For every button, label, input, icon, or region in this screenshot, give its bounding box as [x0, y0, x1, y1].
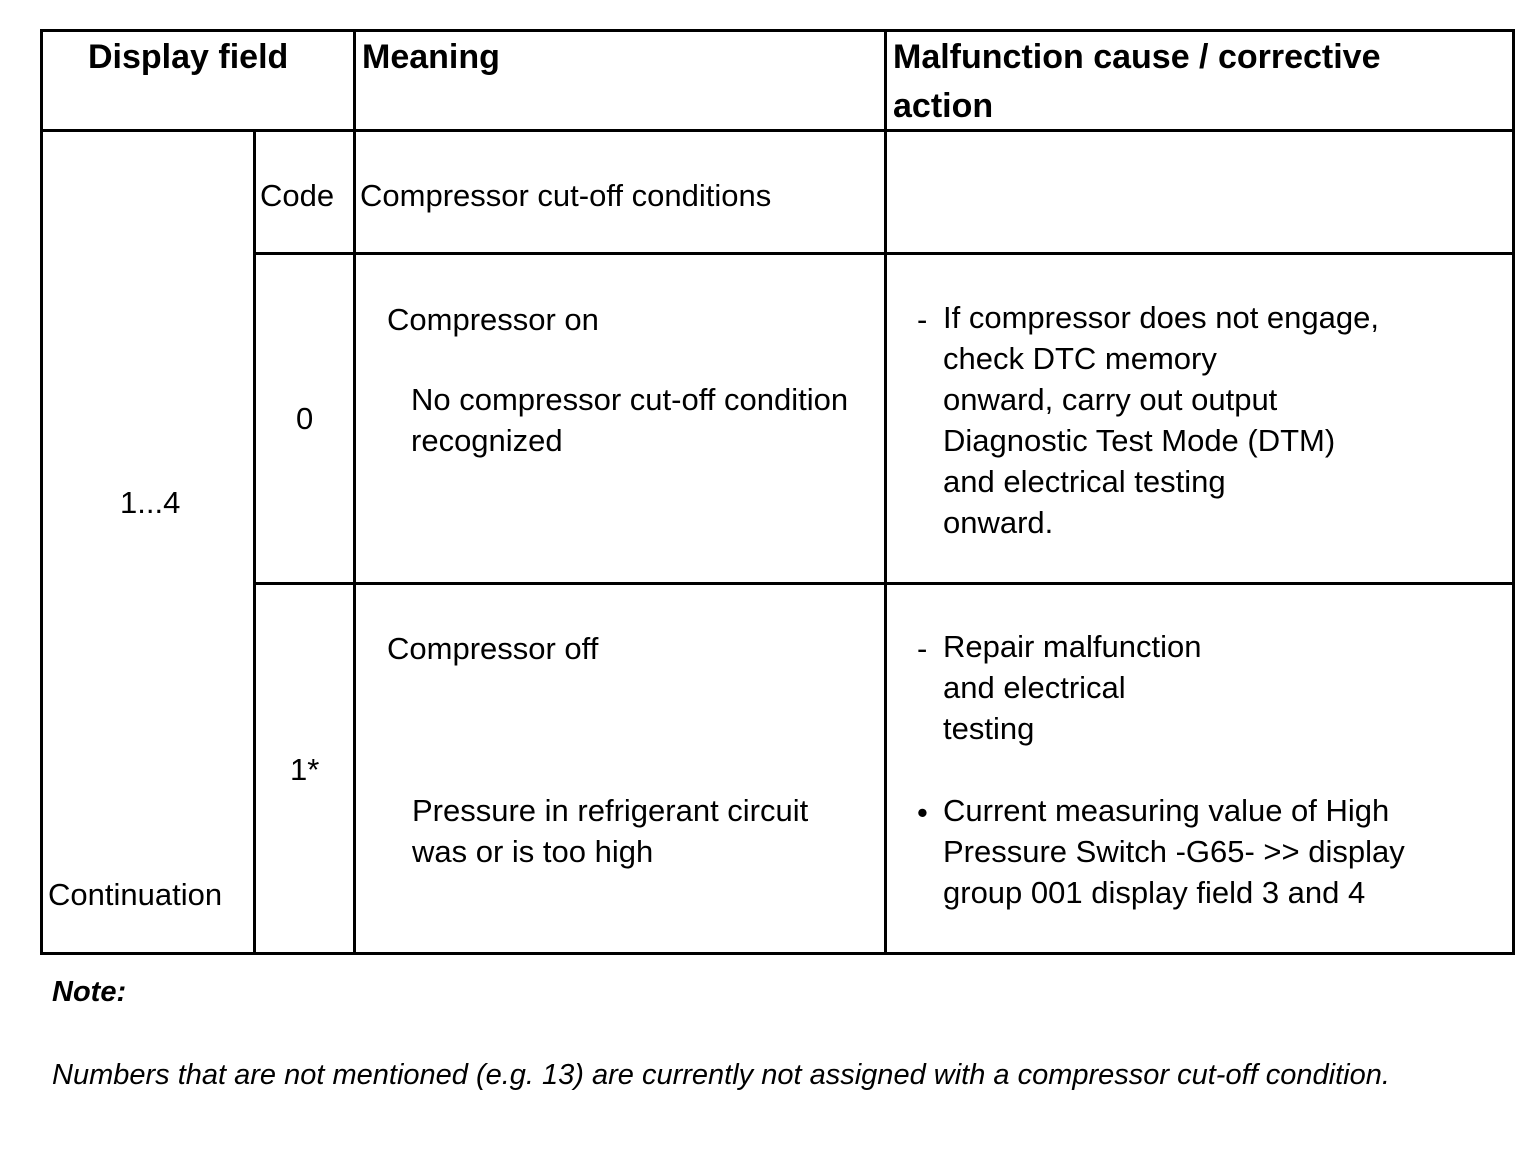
row-0-code: 0: [296, 401, 314, 436]
divider-meaning-malfunction: [884, 29, 887, 955]
row-1-code: 1*: [290, 752, 320, 787]
header-malfunction-line2: action: [893, 87, 994, 125]
table-border-bottom: [40, 952, 1515, 955]
row-1-action-marker: -: [917, 631, 928, 666]
continuation-label: Continuation: [48, 877, 223, 912]
row-0-status: Compressor on: [387, 302, 599, 337]
row-1-action: Repair malfunction and electrical testing: [943, 629, 1202, 746]
note-title: Note:: [52, 976, 127, 1008]
code-heading: Compressor cut-off conditions: [360, 178, 772, 213]
table-border-left: [40, 29, 43, 955]
row-0-action: If compressor does not engage, check DTC memory onward, carry out output Diagnostic Test Mode (DTM) and electrical testing onward.: [943, 300, 1379, 540]
row-1-status: Compressor off: [387, 631, 599, 666]
row-0-action-marker: -: [917, 302, 928, 337]
table-border-top: [40, 29, 1515, 32]
row-1-bullet: Current measuring value of High Pressure Switch -G65- >> display group 001 display field 3 and 4: [943, 793, 1405, 910]
header-meaning: Meaning: [362, 38, 500, 76]
code-label: Code: [260, 178, 335, 213]
row-divider-2: [253, 582, 1515, 585]
row-divider-1: [253, 252, 1515, 255]
compressor-cutoff-table: [40, 29, 1515, 955]
display-field-value: 1...4: [120, 485, 181, 520]
header-malfunction-line1: Malfunction cause / corrective: [893, 38, 1381, 76]
row-0-detail: No compressor cut-off condition recognized: [411, 382, 849, 458]
header-divider: [40, 129, 1515, 132]
header-display-field: Display field: [88, 38, 289, 76]
divider-code-meaning: [353, 29, 356, 955]
note-text: Numbers that are not mentioned (e.g. 13) are currently not assigned with a compressor cut-off condition.: [52, 1059, 1390, 1091]
row-1-bullet-marker: •: [917, 795, 928, 830]
table-border-right: [1512, 29, 1515, 955]
row-1-detail: Pressure in refrigerant circuit was or is too high: [412, 793, 809, 869]
